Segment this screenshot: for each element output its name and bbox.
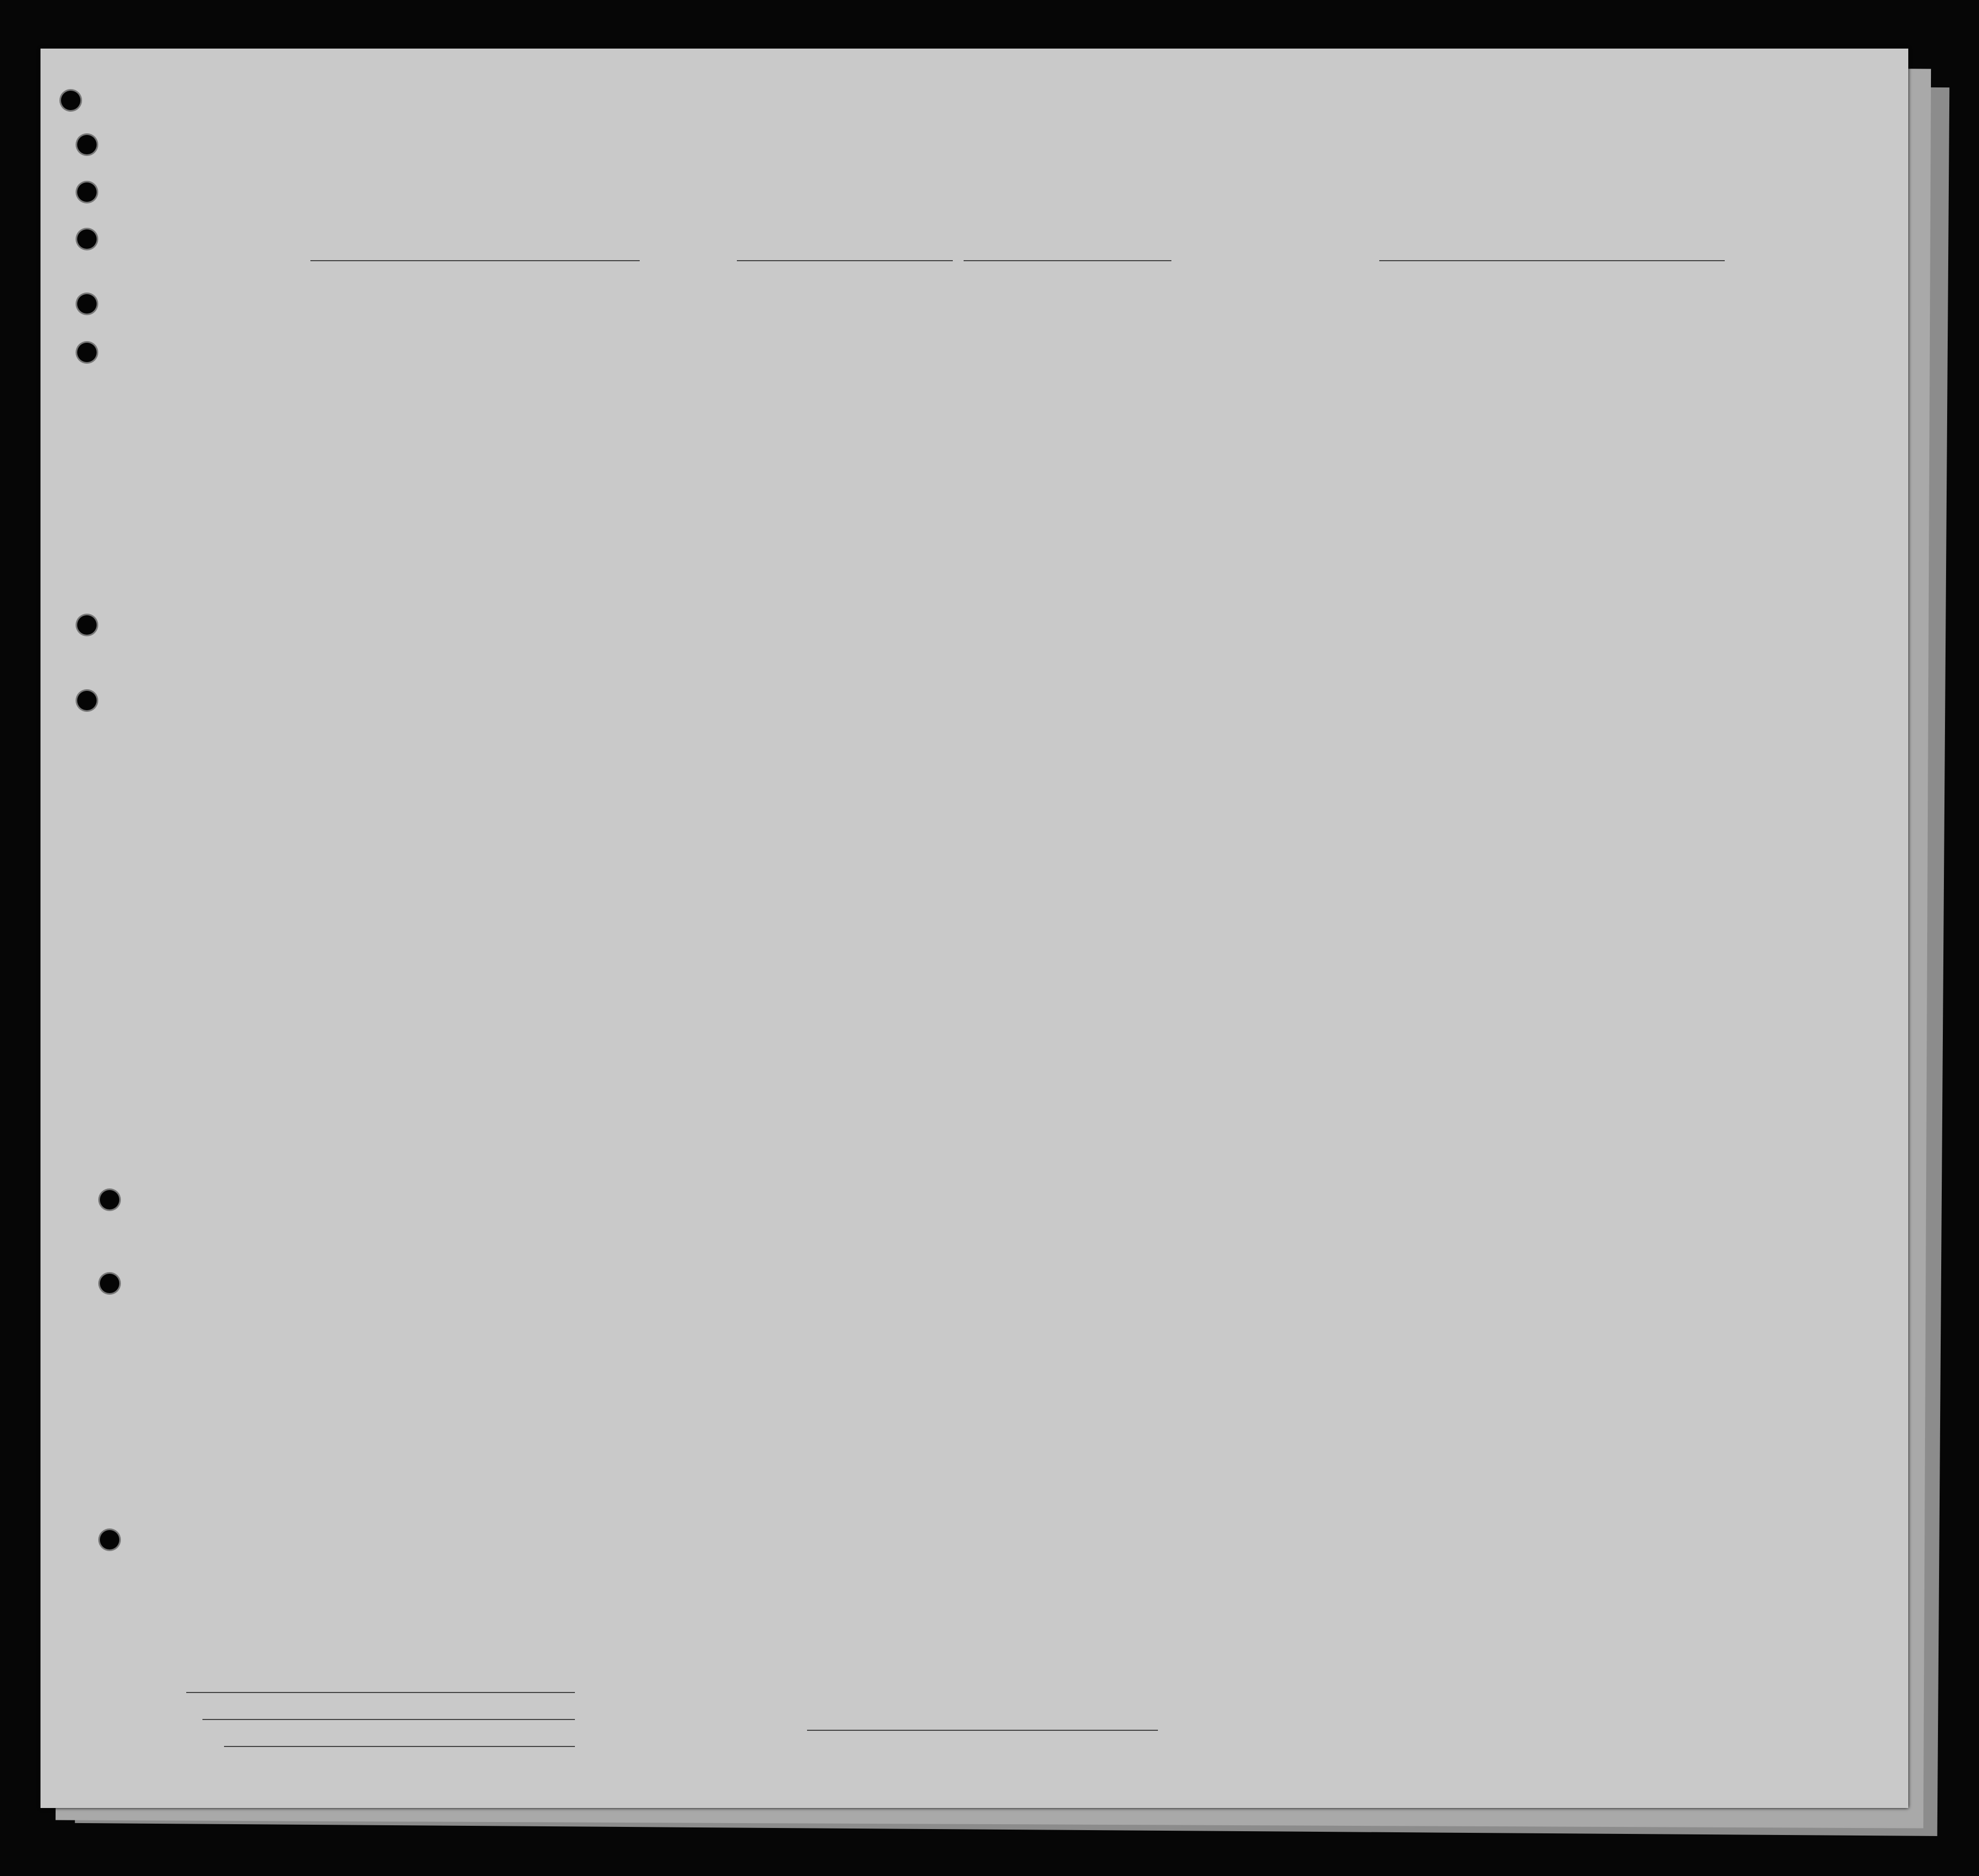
- inspector-underline: [807, 1730, 1158, 1731]
- manifest-sheet: [40, 49, 1908, 1808]
- line-underline: [186, 1692, 575, 1693]
- manifest-table-grid: [40, 49, 1908, 1808]
- owners-underline: [202, 1719, 575, 1720]
- agents-underline: [224, 1746, 575, 1747]
